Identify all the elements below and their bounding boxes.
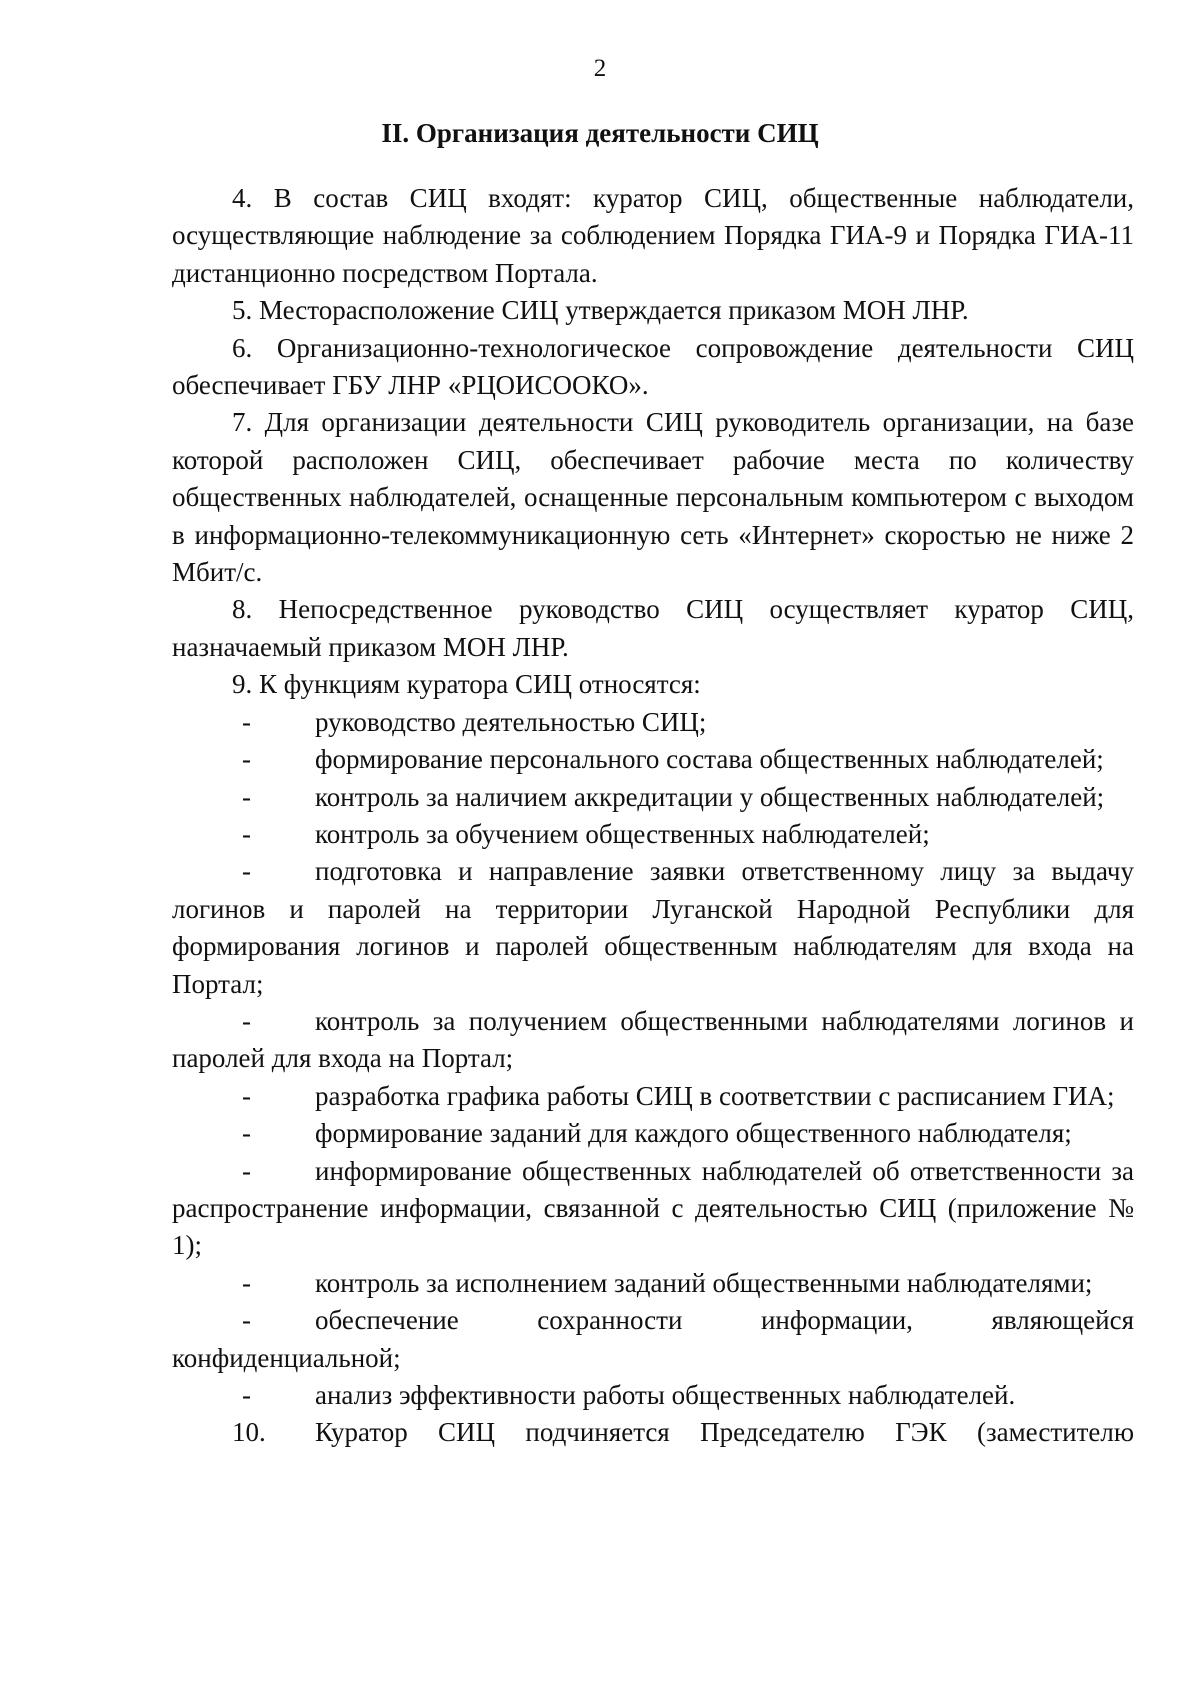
page-number: 2 (593, 55, 607, 82)
paragraph-7: 7. Для организации деятельности СИЦ руководитель организации, на базе которой расположен СИЦ, обеспечивает рабочие места по количеству общественных наблюдателей, оснащенные персональным компьютером с выходом в информационно-телекоммуникационную сеть «Интернет» скоростью не ниже 2 Мбит/с. (172, 407, 1134, 588)
list-dash: - (242, 1380, 251, 1410)
list-dash: - (242, 706, 251, 737)
list-item-text: контроль за наличием аккредитации у общественных наблюдателей; (315, 781, 1105, 812)
list-item-text: информирование общественных наблюдателей об ответственности за распространение информации, связанной с деятельностью СИЦ (приложение № 1); (172, 1155, 1134, 1261)
list-item (172, 853, 1134, 1003)
list-item (172, 1115, 1134, 1152)
paragraph-5: 5. Месторасположение СИЦ утверждается приказом МОН ЛНР. (232, 295, 969, 326)
list-dash: - (242, 1267, 251, 1298)
list-item-text: обеспечение сохранности информации, являющейся конфиденциальной; (172, 1305, 1134, 1373)
list-item-text: контроль за обучением общественных наблюдателей; (315, 818, 930, 849)
list-item-text: контроль за исполнением заданий общественными наблюдателями; (315, 1267, 1093, 1298)
list-item (172, 1377, 1134, 1414)
list-item-text: руководство деятельностью СИЦ; (315, 706, 707, 737)
list-item-text: формирование заданий для каждого общественного наблюдателя; (315, 1118, 1072, 1149)
document-body (172, 180, 1134, 1452)
paragraph-8: 8. Непосредственное руководство СИЦ осуществляет куратор СИЦ, назначаемый приказом МОН ЛНР. (172, 594, 1134, 662)
paragraph-10-text: Куратор СИЦ подчиняется Председателю ГЭК (заместителю (315, 1417, 1134, 1448)
list-item (172, 1153, 1134, 1265)
list-item-text: разработка графика работы СИЦ в соответствии с расписанием ГИА; (315, 1080, 1115, 1111)
list-item (172, 1003, 1134, 1078)
paragraph-9: 9. К функциям куратора СИЦ относятся: (232, 669, 701, 700)
list-item (172, 816, 1134, 853)
list-dash: - (242, 1005, 251, 1036)
list-dash: - (242, 1305, 251, 1336)
paragraph-10 (172, 1414, 1134, 1451)
list-dash: - (242, 1080, 251, 1111)
list-dash: - (242, 856, 251, 887)
list-item (172, 1302, 1134, 1377)
list-item (172, 1265, 1134, 1302)
list-item (172, 1078, 1134, 1115)
list-dash: - (242, 1118, 251, 1149)
list-dash: - (242, 781, 251, 812)
list-dash: - (242, 744, 251, 775)
list-item-text: анализ эффективности работы общественных наблюдателей. (315, 1380, 1016, 1410)
list-item-text: контроль за получением общественными наблюдателями логинов и паролей для входа на Портал; (172, 1005, 1134, 1074)
list-dash: - (242, 818, 251, 849)
list-item-text: подготовка и направление заявки ответственному лицу за выдачу логинов и паролей на территории Луганской Народной Республики для формирования логинов и паролей общественным наблюдателям для входа на Портал; (172, 856, 1134, 999)
curator-functions-list (172, 704, 1134, 1415)
paragraph-10-number: 10. (232, 1417, 266, 1448)
paragraph-4: 4. В состав СИЦ входят: куратор СИЦ, общественные наблюдатели, осуществляющие наблюдение за соблюдением Порядка ГИА-9 и Порядка ГИА-11 дистанционно посредством Портала. (172, 183, 1134, 288)
list-item-text: формирование персонального состава общественных наблюдателей; (315, 744, 1104, 775)
section-title: II. Организация деятельности СИЦ (381, 118, 819, 148)
list-item (172, 741, 1134, 778)
list-dash: - (242, 1155, 251, 1186)
paragraph-6: 6. Организационно-технологическое сопровождение деятельности СИЦ обеспечивает ГБУ ЛНР «РЦОИСООКО». (172, 332, 1134, 401)
list-item (172, 704, 1134, 741)
list-item (172, 779, 1134, 816)
